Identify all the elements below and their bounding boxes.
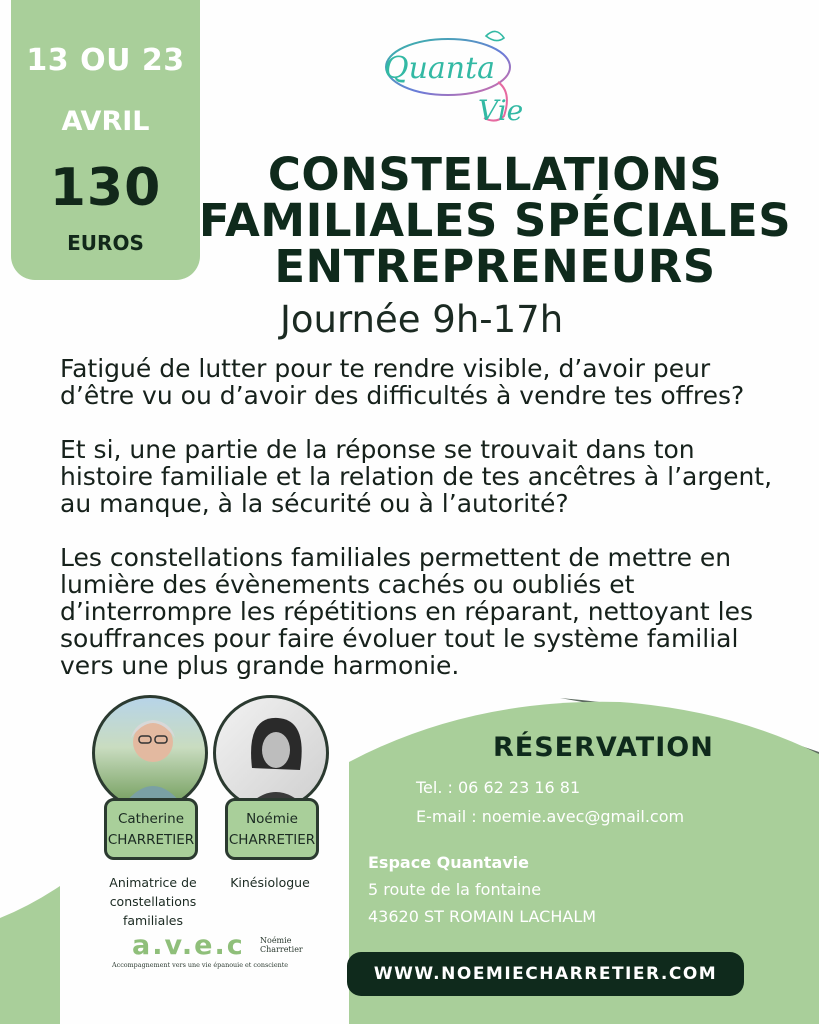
avec-logo-tagline: Accompagnement vers une vie épanouie et consciente (112, 961, 289, 969)
catherine-role (98, 873, 208, 930)
text-line: Et si, une partie de la réponse se trouvait dans ton (60, 435, 695, 464)
role-line: constellations (109, 894, 197, 909)
paragraph-1 (60, 355, 800, 409)
logo-word-quanta: Quanta (384, 51, 496, 86)
website-button[interactable]: WWW.NOEMIECHARRETIER.COM (347, 952, 744, 996)
event-month: AVRIL (61, 106, 150, 137)
paragraph-3 (60, 544, 800, 679)
text-line: lumière des évènements cachés ou oubliés et (60, 570, 635, 599)
catherine-photo (92, 695, 208, 811)
text-line: Les constellations familiales permettent de mettre en (60, 543, 732, 572)
avec-logo (110, 928, 310, 972)
last-name: CHARRETIER (107, 832, 195, 848)
price: 130 (49, 158, 162, 218)
logo-word-vie: Vie (478, 94, 524, 127)
first-name: Noémie (246, 811, 298, 827)
first-name: Catherine (117, 811, 185, 827)
price-currency: EUROS (67, 231, 144, 255)
date-price-badge (11, 0, 200, 280)
event-dates: 13 OU 23 (26, 43, 185, 78)
title-line: FAMILIALES SPÉCIALES (198, 194, 792, 247)
venue-street: 5 route de la fontaine (368, 880, 542, 899)
avec-logo-signature: Charretier (260, 945, 303, 954)
last-name: CHARRETIER (228, 832, 316, 848)
text-line: au manque, à la sécurité ou à l’autorité? (60, 489, 569, 518)
text-line: histoire familiale et la relation de tes ancêtres à l’argent, (60, 462, 773, 491)
avec-logo-text: a.v.e.c (132, 930, 245, 961)
page-title (195, 148, 795, 293)
phone-number[interactable]: Tel. : 06 62 23 16 81 (416, 778, 581, 797)
title-line: CONSTELLATIONS (267, 148, 723, 201)
role-line: familiales (123, 913, 183, 928)
avec-logo-signature: Noémie (260, 936, 292, 945)
noemie-photo (213, 695, 329, 811)
text-line: d’interrompre les répétitions en réparant, nettoyant les (60, 597, 753, 626)
title-line: ENTREPRENEURS (274, 240, 716, 293)
text-line: souffrances pour faire évoluer tout le système familial (60, 624, 739, 653)
schedule: Journée 9h-17h (280, 298, 564, 341)
catherine-name-box (104, 798, 198, 860)
quantavie-logo (378, 22, 538, 137)
description (60, 355, 800, 706)
email-address[interactable]: E-mail : noemie.avec@gmail.com (416, 807, 685, 826)
role-line: Kinésiologue (230, 875, 310, 890)
reservation-title: RÉSERVATION (493, 732, 714, 763)
venue-name: Espace Quantavie (368, 853, 529, 872)
noemie-name-box (225, 798, 319, 860)
text-line: Fatigué de lutter pour te rendre visible, d’avoir peur (60, 354, 711, 383)
role-line: Animatrice de (109, 875, 197, 890)
text-line: d’être vu ou d’avoir des difficultés à vendre tes offres? (60, 381, 745, 410)
noemie-role (220, 873, 320, 892)
venue-city: 43620 ST ROMAIN LACHALM (368, 907, 597, 926)
paragraph-2 (60, 436, 800, 517)
text-line: vers une plus grande harmonie. (60, 651, 460, 680)
